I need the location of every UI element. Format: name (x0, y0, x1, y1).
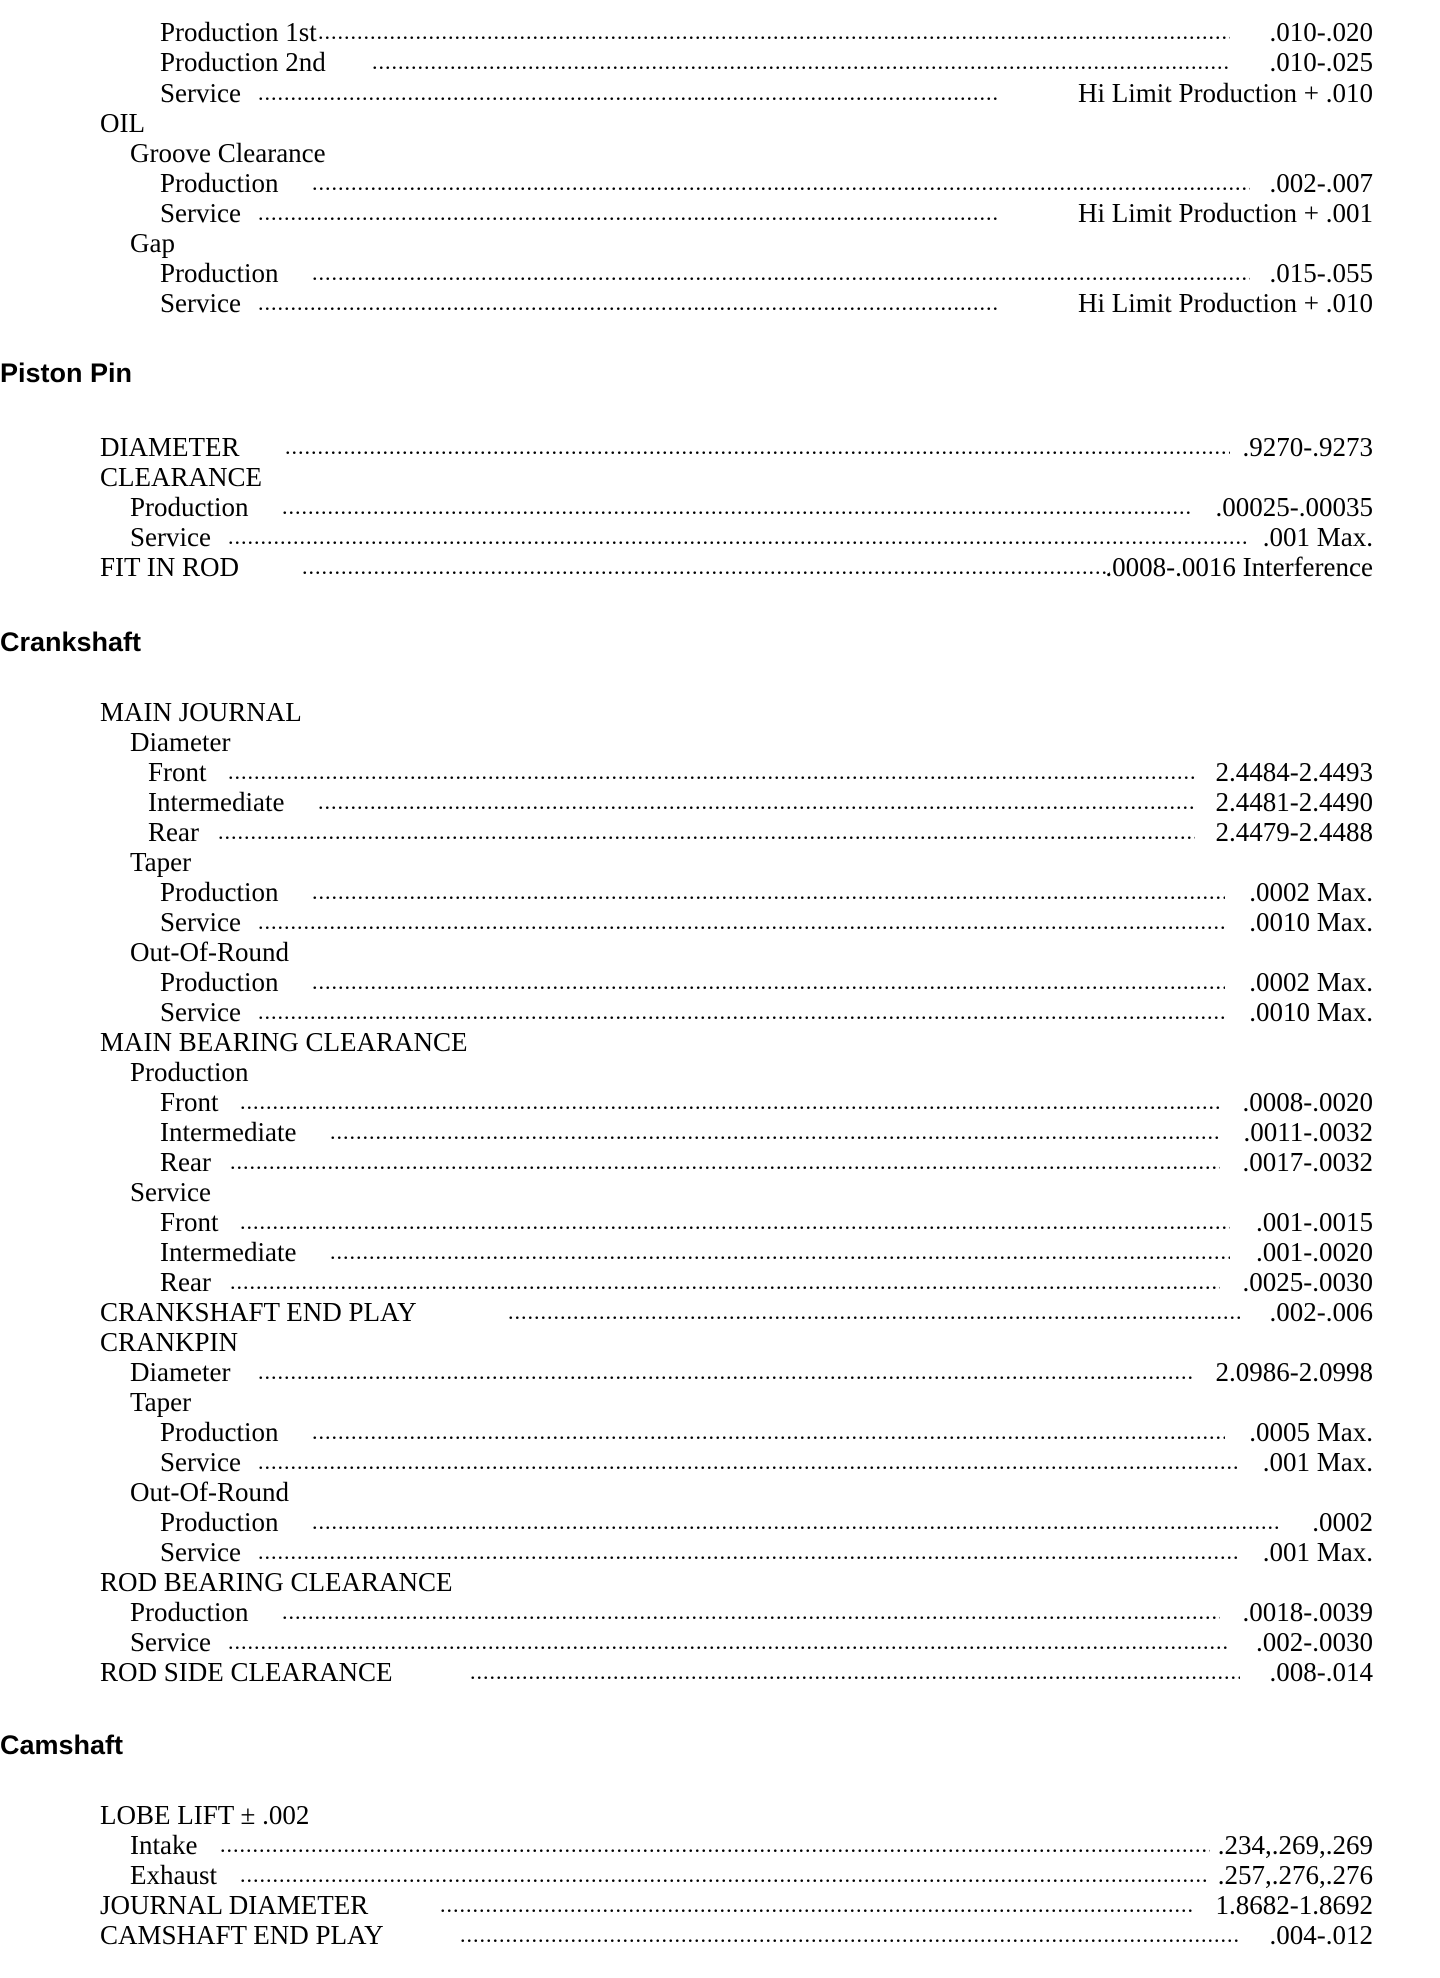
spec-value: .0010 Max. (1249, 907, 1373, 937)
leader-dots (508, 1297, 1240, 1327)
spec-row (0, 17, 1440, 47)
leader-dots (470, 1657, 1240, 1687)
spec-value: 2.4479-2.4488 (1215, 817, 1373, 847)
subsection-label: CLEARANCE (100, 462, 262, 492)
spec-row (0, 787, 1440, 817)
spec-value: .002-.007 (1269, 168, 1373, 198)
spec-label: Service (130, 522, 211, 552)
leader-dots (318, 17, 1230, 47)
spec-row (0, 228, 1440, 258)
spec-row (0, 1297, 1440, 1327)
spec-value: .001-.0015 (1256, 1207, 1373, 1237)
spec-row (0, 78, 1440, 108)
spec-row (0, 258, 1440, 288)
spec-row (0, 1417, 1440, 1447)
spec-row (0, 1830, 1440, 1860)
spec-row (0, 1477, 1440, 1507)
spec-value: .004-.012 (1269, 1920, 1373, 1950)
section-heading-piston-pin: Piston Pin (0, 358, 133, 388)
leader-dots (282, 492, 1190, 522)
subsection-label: ROD BEARING CLEARANCE (100, 1567, 453, 1597)
subsection-label: Production (130, 1057, 249, 1087)
leader-dots (282, 1597, 1220, 1627)
spec-value: .002-.006 (1269, 1297, 1373, 1327)
spec-row (0, 1890, 1440, 1920)
leader-dots (230, 1267, 1220, 1297)
spec-label: Production (160, 168, 279, 198)
spec-label: Intermediate (148, 787, 285, 817)
leader-dots (302, 552, 1110, 582)
spec-row (0, 1387, 1440, 1417)
spec-row (0, 1860, 1440, 1890)
spec-label: Production (160, 967, 279, 997)
subsection-label: MAIN BEARING CLEARANCE (100, 1027, 468, 1057)
spec-row (0, 757, 1440, 787)
leader-dots (240, 1207, 1230, 1237)
spec-value: .0018-.0039 (1242, 1597, 1373, 1627)
spec-label: Service (160, 288, 241, 318)
spec-row (0, 288, 1440, 318)
subsection-label: Gap (130, 228, 175, 258)
spec-row (0, 1447, 1440, 1477)
spec-label: CRANKSHAFT END PLAY (100, 1297, 417, 1327)
spec-row (0, 1117, 1440, 1147)
spec-row (0, 138, 1440, 168)
spec-row (0, 937, 1440, 967)
spec-label: Rear (148, 817, 199, 847)
subsection-label: Taper (130, 1387, 192, 1417)
subsection-label: Groove Clearance (130, 138, 326, 168)
leader-dots (258, 1447, 1240, 1477)
spec-row (0, 1507, 1440, 1537)
leader-dots (258, 1357, 1195, 1387)
spec-value: .0025-.0030 (1242, 1267, 1373, 1297)
spec-label: Production 2nd (160, 47, 326, 77)
leader-dots (218, 817, 1195, 847)
spec-label: Production (160, 877, 279, 907)
spec-row (0, 522, 1440, 552)
spec-label: Intake (130, 1830, 198, 1860)
spec-label: Service (130, 1627, 211, 1657)
spec-row (0, 168, 1440, 198)
spec-row (0, 1597, 1440, 1627)
spec-label: Service (160, 997, 241, 1027)
spec-row (0, 1567, 1440, 1597)
subsection-label: Out-Of-Round (130, 1477, 289, 1507)
spec-value: .0002 (1312, 1507, 1373, 1537)
spec-value: .010-.025 (1269, 47, 1373, 77)
spec-value: 1.8682-1.8692 (1215, 1890, 1373, 1920)
leader-dots (312, 877, 1225, 907)
spec-row (0, 462, 1440, 492)
spec-row (0, 198, 1440, 228)
spec-value: .001 Max. (1262, 1447, 1373, 1477)
spec-value: 2.4484-2.4493 (1215, 757, 1373, 787)
leader-dots (312, 967, 1225, 997)
subsection-label: Out-Of-Round (130, 937, 289, 967)
spec-row (0, 1327, 1440, 1357)
spec-row (0, 552, 1440, 582)
spec-value: .257,.276,.276 (1217, 1860, 1373, 1890)
spec-value: 2.4481-2.4490 (1215, 787, 1373, 817)
spec-label: CAMSHAFT END PLAY (100, 1920, 384, 1950)
spec-row (0, 1800, 1440, 1830)
leader-dots (258, 907, 1225, 937)
spec-row (0, 432, 1440, 462)
spec-value: .0017-.0032 (1242, 1147, 1373, 1177)
leader-dots (258, 78, 1000, 108)
leader-dots (230, 1147, 1220, 1177)
leader-dots (330, 1237, 1230, 1267)
spec-value: .002-.0030 (1256, 1627, 1373, 1657)
spec-value: .001 Max. (1262, 522, 1373, 552)
leader-dots (312, 258, 1250, 288)
spec-value: .0008-.0016 Interference (1105, 552, 1373, 582)
spec-label: Intermediate (160, 1237, 297, 1267)
spec-value: .008-.014 (1269, 1657, 1373, 1687)
spec-row (0, 877, 1440, 907)
section-label-oil: OIL (100, 108, 145, 138)
spec-label: Production (160, 1507, 279, 1537)
leader-dots (285, 432, 1230, 462)
spec-value: .015-.055 (1269, 258, 1373, 288)
spec-row (0, 727, 1440, 757)
spec-label: Production (160, 1417, 279, 1447)
spec-row (0, 108, 1440, 138)
spec-row (0, 492, 1440, 522)
spec-label: Front (160, 1207, 219, 1237)
spec-label: JOURNAL DIAMETER (100, 1890, 369, 1920)
subsection-label: LOBE LIFT ± .002 (100, 1800, 310, 1830)
spec-label: Diameter (130, 1357, 231, 1387)
spec-value: Hi Limit Production + .010 (1078, 78, 1373, 108)
spec-row (0, 697, 1440, 727)
spec-label: Service (160, 78, 241, 108)
leader-dots (228, 757, 1195, 787)
spec-label: Service (160, 1447, 241, 1477)
section-heading-crankshaft: Crankshaft (0, 627, 142, 657)
spec-label: Intermediate (160, 1117, 297, 1147)
leader-dots (372, 47, 1230, 77)
spec-label: Service (160, 1537, 241, 1567)
spec-value: .9270-.9273 (1242, 432, 1373, 462)
spec-row (0, 967, 1440, 997)
spec-row (0, 997, 1440, 1027)
spec-label: ROD SIDE CLEARANCE (100, 1657, 393, 1687)
leader-dots (318, 787, 1195, 817)
spec-label: Front (148, 757, 207, 787)
subsection-label: CRANKPIN (100, 1327, 239, 1357)
spec-label: Front (160, 1087, 219, 1117)
leader-dots (440, 1890, 1195, 1920)
spec-value: .234,.269,.269 (1217, 1830, 1373, 1860)
spec-value: Hi Limit Production + .010 (1078, 288, 1373, 318)
spec-row (0, 1920, 1440, 1950)
spec-label: Production (130, 1597, 249, 1627)
spec-value: .0008-.0020 (1242, 1087, 1373, 1117)
spec-label: Service (160, 907, 241, 937)
leader-dots (312, 168, 1250, 198)
leader-dots (228, 1627, 1230, 1657)
spec-row (0, 1087, 1440, 1117)
spec-label: Production 1st (160, 17, 317, 47)
subsection-label: MAIN JOURNAL (100, 697, 302, 727)
spec-label: Service (160, 198, 241, 228)
spec-value: .0005 Max. (1249, 1417, 1373, 1447)
spec-row (0, 907, 1440, 937)
spec-value: 2.0986-2.0998 (1215, 1357, 1373, 1387)
spec-label: DIAMETER (100, 432, 240, 462)
spec-label: Exhaust (130, 1860, 217, 1890)
spec-row (0, 817, 1440, 847)
leader-dots (220, 1830, 1210, 1860)
spec-row (0, 847, 1440, 877)
leader-dots (312, 1417, 1225, 1447)
spec-row (0, 1657, 1440, 1687)
leader-dots (330, 1117, 1220, 1147)
spec-value: .0002 Max. (1249, 877, 1373, 907)
spec-value: .0010 Max. (1249, 997, 1373, 1027)
section-heading-camshaft: Camshaft (0, 1730, 124, 1760)
leader-dots (258, 1537, 1240, 1567)
spec-label: Rear (160, 1147, 211, 1177)
spec-label: Production (160, 258, 279, 288)
spec-row (0, 1027, 1440, 1057)
subsection-label: Taper (130, 847, 192, 877)
subsection-label: Service (130, 1177, 211, 1207)
spec-label: Rear (160, 1267, 211, 1297)
spec-row (0, 1357, 1440, 1387)
spec-value: .001-.0020 (1256, 1237, 1373, 1267)
leader-dots (258, 997, 1225, 1027)
spec-row (0, 1057, 1440, 1087)
leader-dots (228, 522, 1250, 552)
spec-value: Hi Limit Production + .001 (1078, 198, 1373, 228)
spec-row (0, 47, 1440, 77)
spec-row (0, 1237, 1440, 1267)
leader-dots (460, 1920, 1240, 1950)
spec-row (0, 1207, 1440, 1237)
spec-row (0, 1627, 1440, 1657)
spec-value: .010-.020 (1269, 17, 1373, 47)
leader-dots (258, 288, 1000, 318)
subsection-label: Diameter (130, 727, 231, 757)
spec-row (0, 1177, 1440, 1207)
spec-label: Production (130, 492, 249, 522)
leader-dots (240, 1860, 1210, 1890)
spec-label: FIT IN ROD (100, 552, 240, 582)
spec-value: .00025-.00035 (1215, 492, 1373, 522)
leader-dots (240, 1087, 1220, 1117)
spec-value: .001 Max. (1262, 1537, 1373, 1567)
spec-row (0, 1147, 1440, 1177)
leader-dots (258, 198, 1000, 228)
spec-row (0, 1267, 1440, 1297)
spec-row (0, 1537, 1440, 1567)
spec-value: .0002 Max. (1249, 967, 1373, 997)
spec-value: .0011-.0032 (1243, 1117, 1373, 1147)
leader-dots (312, 1507, 1280, 1537)
